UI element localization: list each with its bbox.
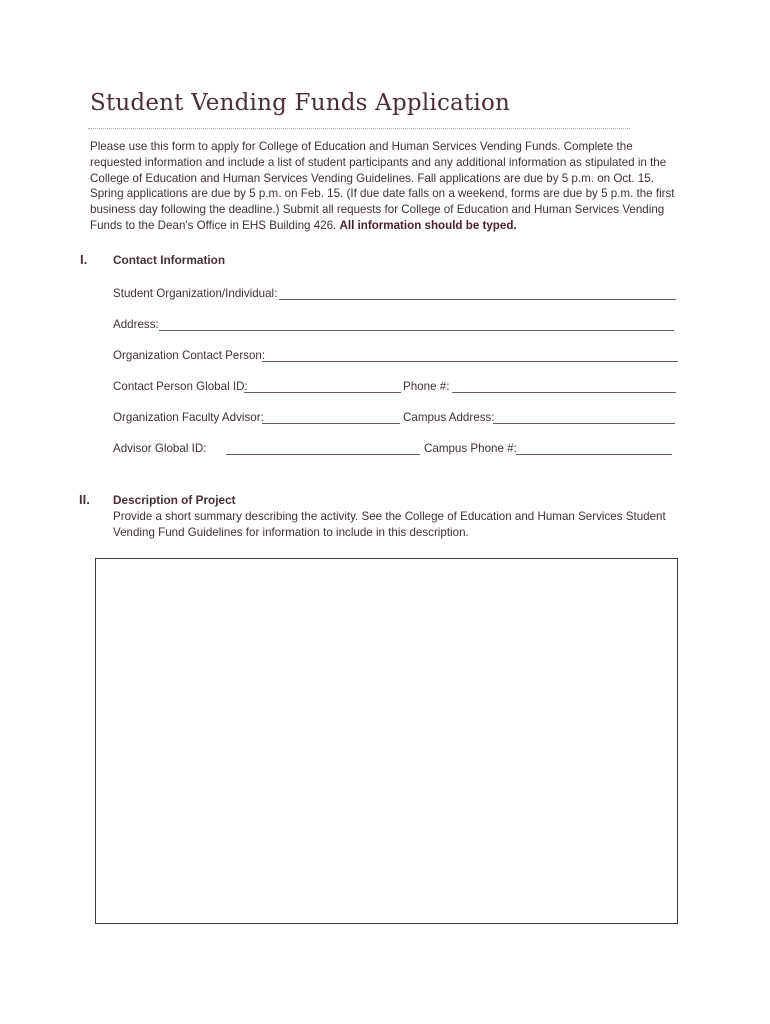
contact-global-id-label: Contact Person Global ID: [113, 380, 248, 393]
section-1-heading: Contact Information [113, 253, 226, 267]
intro-text: Please use this form to apply for College of Education and Human Services Vending Funds. Complete the requested information and include a list of student participants and any additional information as stipulated in the College of Education and Human Services Vending Guidelines. Fall applications are due by 5 p.m. on Oct. 15. Spring applications are due by 5 p.m. on Feb. 15. (If due date falls on a weekend, forms are due by 5 p.m. the first business day following the deadline.) Submit all requests for College of Education and Human Services Vending Funds to the Dean's Office in EHS Building 426. [90, 140, 675, 232]
organization-contact-label: Organization Contact Person: [113, 349, 266, 362]
section-2-heading: Description of Project [113, 493, 236, 507]
student-organization-field[interactable] [279, 299, 676, 300]
faculty-advisor-label: Organization Faculty Advisor: [113, 411, 264, 424]
campus-phone-label: Campus Phone #: [424, 442, 517, 455]
address-row [113, 318, 678, 334]
section-2-number: II. [79, 492, 90, 507]
address-field[interactable] [159, 330, 674, 331]
advisor-global-id-label: Advisor Global ID: [113, 442, 207, 455]
student-organization-row [113, 287, 678, 303]
section-2-instructions: Provide a short summary describing the activity. See the College of Education and Human Services Student Vending Fund Guidelines for information to include in this description. [113, 510, 666, 539]
faculty-advisor-row [113, 411, 678, 427]
campus-address-field[interactable] [493, 423, 675, 424]
advisor-global-id-row [113, 442, 678, 458]
contact-global-id-row [113, 380, 678, 396]
campus-address-label: Campus Address: [403, 411, 495, 424]
faculty-advisor-field[interactable] [262, 423, 400, 424]
title-divider [88, 128, 630, 129]
advisor-global-id-field[interactable] [226, 454, 420, 455]
student-organization-label: Student Organization/Individual: [113, 287, 278, 300]
campus-phone-field[interactable] [516, 454, 672, 455]
intro-paragraph [90, 139, 680, 234]
contact-global-id-field[interactable] [244, 392, 401, 393]
address-label: Address: [113, 318, 159, 331]
phone-field[interactable] [452, 392, 676, 393]
organization-contact-field[interactable] [262, 361, 678, 362]
phone-label: Phone #: [403, 380, 450, 393]
project-description-box[interactable] [95, 558, 678, 924]
organization-contact-row [113, 349, 678, 365]
intro-emphasis: All information should be typed. [339, 218, 517, 232]
page-title: Student Vending Funds Application [90, 90, 511, 116]
section-1-number: I. [80, 252, 88, 267]
